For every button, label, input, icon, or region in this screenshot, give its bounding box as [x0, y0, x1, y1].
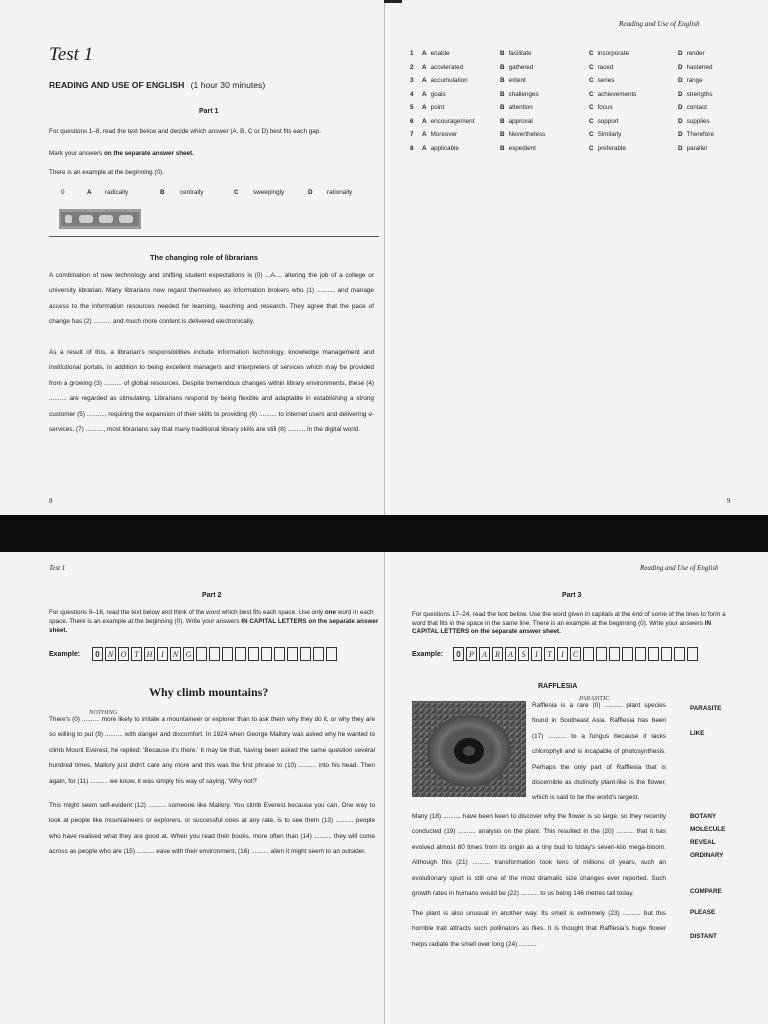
letter-box — [196, 647, 207, 661]
rafflesia-flower-photo — [412, 701, 526, 797]
example-num: 0 — [61, 189, 65, 196]
option-letter: A — [422, 90, 427, 98]
divider — [49, 236, 379, 237]
option-c — [589, 101, 678, 115]
keyword-molecule: MOLECULE — [690, 826, 726, 833]
part2-paragraph-1: There's (0) .......... more likely to irritate a mountaineer or explorer than to ask them why they do it, or why they are so willing to put (9) .......... with danger and discomfort. In 1924 when George Mallory was asked why he wanted to climb Mount Everest, he replied: 'Because it's there.' It may be that, having been asked the same question several hundred times, Mallory just didn't care any more and this was the first phrase to (10) .......... into his head. Then again, for (11) .......... we know, it was simply his way of saying, 'Why not?' — [49, 716, 375, 785]
option-row — [410, 47, 738, 61]
letter-box — [300, 647, 311, 661]
letter-box — [596, 647, 607, 661]
option-word: Similarly — [597, 131, 622, 139]
example-d-letter: D — [308, 189, 313, 196]
option-word: hastened — [686, 63, 713, 71]
option-letter: B — [500, 104, 505, 112]
p2-instr-caps: IN CAPITAL — [241, 617, 277, 625]
option-row — [410, 74, 738, 88]
option-word: applicable — [430, 144, 459, 152]
option-d — [678, 142, 738, 156]
option-letter: C — [589, 104, 594, 112]
option-row — [410, 115, 738, 129]
letter-box: S — [518, 647, 529, 661]
option-c — [589, 128, 678, 142]
example-zero-box: 0 — [453, 647, 464, 661]
option-letter: A — [422, 77, 427, 85]
option-c — [589, 47, 678, 61]
part1-instructions: For questions 1–8, read the text below and decide which answer (A, B, C or D) best fits each gap. — [49, 128, 321, 135]
note-prefix: Mark your answers — [49, 150, 104, 157]
part3-example-boxes — [453, 647, 700, 661]
option-a — [422, 115, 500, 129]
option-word: enable — [430, 50, 450, 58]
option-letter: B — [500, 50, 505, 58]
letter-box — [661, 647, 672, 661]
option-a — [422, 142, 500, 156]
part3-example-label: Example: — [412, 651, 444, 658]
part2-example-boxes — [92, 647, 339, 661]
letter-box — [674, 647, 685, 661]
letter-box — [583, 647, 594, 661]
option-letter: C — [589, 131, 594, 139]
letter-box — [274, 647, 285, 661]
option-c — [589, 115, 678, 129]
keyword-compare: COMPARE — [690, 888, 722, 895]
option-letter: D — [678, 63, 683, 71]
option-c — [589, 88, 678, 102]
option-letter: B — [500, 117, 505, 125]
running-head-right-bottom: Reading and Use of English — [640, 564, 719, 572]
option-word: accelerated — [430, 63, 464, 71]
letter-box — [287, 647, 298, 661]
option-number: 7 — [410, 131, 414, 139]
part2-instructions — [49, 609, 379, 635]
keyword-reveal: REVEAL — [690, 839, 716, 846]
letter-box — [687, 647, 698, 661]
page-number-right: 9 — [727, 497, 731, 505]
option-letter: B — [500, 63, 505, 71]
option-d — [678, 101, 738, 115]
option-row — [410, 88, 738, 102]
example-b-letter: B — [160, 189, 165, 196]
option-letter: D — [678, 117, 683, 125]
part1-answer-sheet-note — [49, 148, 379, 161]
option-letter: B — [500, 90, 505, 98]
option-number: 2 — [410, 63, 414, 71]
option-number: 4 — [410, 90, 414, 98]
option-b — [500, 142, 589, 156]
gutter-line — [384, 552, 385, 1024]
letter-box — [235, 647, 246, 661]
option-word: facilitate — [508, 50, 532, 58]
letter-box — [609, 647, 620, 661]
example-c-letter: C — [234, 189, 239, 196]
handwritten-answer-nothing: NOTHING — [89, 709, 118, 716]
option-word: expedient — [508, 144, 536, 152]
option-letter: B — [500, 77, 505, 85]
option-word: incorporate — [597, 50, 630, 58]
section-heading — [49, 80, 265, 90]
option-word: goals — [430, 90, 446, 98]
option-a — [422, 88, 500, 102]
part1-label: Part 1 — [199, 108, 219, 115]
passage-paragraph-1: A combination of new technology and shifting student expectations is (0) ...A.... altering the job of a college or university librarian. Many librarians now regard themselves as information brokers who (1) .......... and manage access to the information resources needed for learning, teaching and research. They agree that the pace of change has (2) .......... and much more content is delivered electronically. — [49, 272, 374, 326]
letter-box: I — [531, 647, 542, 661]
option-letter: B — [500, 144, 505, 152]
example-d: rationally — [327, 189, 353, 196]
option-b — [500, 47, 589, 61]
option-word: raced — [597, 63, 614, 71]
option-b — [500, 88, 589, 102]
option-a — [422, 128, 500, 142]
answer-options-table — [410, 47, 738, 155]
part3-instructions — [412, 611, 736, 637]
option-letter: D — [678, 50, 683, 58]
option-word: challenges — [508, 90, 539, 98]
option-word: gathered — [508, 63, 534, 71]
letter-box: A — [479, 647, 490, 661]
option-letter: D — [678, 90, 683, 98]
option-a — [422, 47, 500, 61]
option-letter: A — [422, 50, 427, 58]
option-word: achievements — [597, 90, 637, 98]
example-zero-box: 0 — [92, 647, 103, 661]
option-letter: B — [500, 131, 505, 139]
option-d — [678, 88, 738, 102]
option-row — [410, 142, 738, 156]
option-d — [678, 47, 738, 61]
option-d — [678, 115, 738, 129]
page-number-left: 8 — [49, 497, 53, 505]
letter-box — [222, 647, 233, 661]
option-letter: A — [422, 104, 427, 112]
letter-box: H — [144, 647, 155, 661]
running-head-left: Test 1 — [49, 564, 66, 572]
option-letter: C — [589, 77, 594, 85]
option-letter: C — [589, 90, 594, 98]
option-word: focus — [597, 104, 613, 112]
letter-box: P — [466, 647, 477, 661]
keyword-please: PLEASE — [690, 909, 716, 916]
p3-instr-line1: For questions 17–24, read the text below. Use the word given in capitals at the end of some of the lines to form a word that fits in the space in the same line. There is an example at the beginning (0). — [412, 611, 726, 627]
option-word: support — [597, 117, 619, 125]
running-head-right: Reading and Use of English — [619, 20, 700, 28]
keyword-botany: BOTANY — [690, 813, 717, 820]
option-letter: C — [589, 50, 594, 58]
option-number: 1 — [410, 50, 414, 58]
option-c — [589, 61, 678, 75]
option-letter: D — [678, 144, 683, 152]
part2-example-label: Example: — [49, 651, 81, 658]
letter-box: O — [118, 647, 129, 661]
letter-box — [635, 647, 646, 661]
part3-label: Part 3 — [562, 592, 582, 599]
duration: (1 hour 30 minutes) — [190, 80, 266, 90]
option-word: contact — [686, 104, 707, 112]
gutter-line — [384, 0, 385, 515]
part2-label: Part 2 — [202, 592, 222, 599]
option-word: range — [686, 77, 703, 85]
letter-box: G — [183, 647, 194, 661]
option-word: point — [430, 104, 445, 112]
example-b: centrally — [180, 189, 204, 196]
option-row — [410, 101, 738, 115]
letter-box — [622, 647, 633, 661]
part3-paragraph-2: Many (18) .......... have been keen to discover why the flower is so large, so they recently conducted (19) .......... analysis on the plant. This resulted in the (20) .......... that it has evolved almost 80 times from its origin as a tiny bud to today's seven-kilo mega-bloom. Although this (21) .......... transformation took tens of millions of years, such an evolutionary spurt is still one of the most dramatic size changes ever reported. Such growth rates in humans would be (22) .......... to us being 146 metres tall today. — [412, 813, 666, 898]
letter-box: C — [570, 647, 581, 661]
option-word: strengths — [686, 90, 713, 98]
option-row — [410, 128, 738, 142]
option-word: preferable — [597, 144, 626, 152]
option-number: 8 — [410, 144, 414, 152]
option-word: attention — [508, 104, 533, 112]
answer-sheet-lozenge-graphic — [59, 209, 141, 229]
option-b — [500, 74, 589, 88]
option-letter: C — [589, 63, 594, 71]
part3-title: RAFFLESIA — [538, 683, 578, 690]
keyword-like: LIKE — [690, 730, 705, 737]
keyword-distant: DISTANT — [690, 933, 717, 940]
p2-instr-line1: For questions 9–16, read the text below and think of the word which best fits each space. Use only — [49, 609, 324, 616]
p2-instr-bold: one — [324, 609, 337, 616]
option-word: accumulation — [430, 77, 468, 85]
scan-gap-band — [0, 515, 768, 552]
clip-mark — [384, 0, 402, 3]
option-a — [422, 74, 500, 88]
letter-box: A — [505, 647, 516, 661]
keyword-ordinary: ORDINARY — [690, 852, 724, 859]
letter-box — [248, 647, 259, 661]
option-word: encouragement — [430, 117, 475, 125]
p3-instr-prefix: Write your answers — [649, 619, 705, 627]
text-title: The changing role of librarians — [150, 253, 259, 262]
handwritten-answer-parasitic: PARASITIC — [579, 695, 610, 702]
option-word: Moreover — [430, 131, 458, 139]
option-a — [422, 101, 500, 115]
option-b — [500, 101, 589, 115]
part2-title: Why climb mountains? — [149, 685, 269, 699]
letter-box: I — [157, 647, 168, 661]
option-letter: A — [422, 63, 427, 71]
option-letter: C — [589, 117, 594, 125]
option-word: parallel — [686, 144, 707, 152]
option-word: Nevertheless — [508, 131, 546, 139]
option-b — [500, 115, 589, 129]
letter-box: I — [557, 647, 568, 661]
option-letter: D — [678, 77, 683, 85]
p3-instr-caps: IN CAPITAL LETTERS on the separate answer sheet. — [412, 619, 712, 636]
option-d — [678, 128, 738, 142]
passage-paragraph-2: As a result of this, a librarian's responsibilities include information technology, knowledge management and institutional portals, in addition to being excellent managers and interpreters of services which may be provided from a growing (3) .......... of global resources. Despite tremendous changes within library environments, these (4) .......... are regarded as stimulating. Librarians respond by being flexible and adaptable in establishing a strong customer (5) .........., requiring the expansion of their skills to providing (6) .......... to internet users and delivering e-services. (7) .........., most librarians say that many traditional library skills are still (8) .......... in the digital world. — [49, 349, 374, 434]
option-word: series — [597, 77, 615, 85]
option-word: supplies — [686, 117, 710, 125]
option-number: 5 — [410, 104, 414, 112]
option-number: 3 — [410, 77, 414, 85]
option-c — [589, 142, 678, 156]
option-word: Therefore — [686, 131, 714, 139]
bottom-spread — [0, 552, 768, 1024]
example-c: sweepingly — [253, 189, 285, 196]
letter-box: N — [105, 647, 116, 661]
option-letter: D — [678, 104, 683, 112]
option-letter: A — [422, 117, 427, 125]
option-number: 6 — [410, 117, 414, 125]
option-b — [500, 128, 589, 142]
option-d — [678, 61, 738, 75]
option-word: approval — [508, 117, 533, 125]
option-b — [500, 61, 589, 75]
part3-intro: Rafflesia is a rare (0) .......... plant species found in Southeast Asia. Rafflesia has been (17) .......... to a fungus because it lacks chlorophyll and is incapable of photosynthesis. Perhaps the only part of Rafflesia that is discernible as distinctly plant-like is the flower, which is said to be the world's largest. — [532, 702, 666, 802]
letter-box: N — [170, 647, 181, 661]
p2-instr-caps-2: LETTERS on the separate answer sheet. — [49, 617, 379, 634]
example-a-letter: A — [87, 189, 92, 196]
letter-box: T — [544, 647, 555, 661]
letter-box — [261, 647, 272, 661]
option-a — [422, 61, 500, 75]
example-intro: There is an example at the beginning (0). — [49, 169, 164, 176]
option-word: render — [686, 50, 705, 58]
option-letter: A — [422, 144, 427, 152]
part3-paragraph-3: The plant is also unusual in another way. Its smell is extremely (23) .......... but this horrible trait attracts such pollinators as flies. It is thought that Rafflesia's huge flower helps radiate the smell over long (24) .......... — [412, 910, 666, 948]
note-bold: on the separate answer sheet. — [103, 150, 194, 157]
example-a: radically — [105, 189, 129, 196]
letter-box — [326, 647, 337, 661]
keyword-parasite: PARASITE — [690, 705, 722, 712]
letter-box — [313, 647, 324, 661]
part2-paragraph-2: This might seem self-evident (12) .......... someone like Mallory. You climb Everest because you can. One way to look at people like mountaineers or explorers, or successful ones at any rate, is to see them (13) .......... people who have realised what they are good at. When you read their books, more often than (14) .......... they will come across as people who are (15) .......... ease with their environment, (16) .......... alien it might seem to an outsider. — [49, 802, 375, 856]
p2-instr-rest: word in each space. There is an example at the beginning (0). Write your answers — [49, 609, 374, 625]
section-heading-text: READING AND USE OF ENGLISH — [49, 80, 185, 90]
letter-box: R — [492, 647, 503, 661]
option-letter: C — [589, 144, 594, 152]
option-c — [589, 74, 678, 88]
option-row — [410, 61, 738, 75]
option-word: extent — [508, 77, 526, 85]
letter-box — [648, 647, 659, 661]
test-title: Test 1 — [49, 44, 94, 65]
option-letter: A — [422, 131, 427, 139]
option-letter: D — [678, 131, 683, 139]
option-d — [678, 74, 738, 88]
letter-box: T — [131, 647, 142, 661]
letter-box — [209, 647, 220, 661]
